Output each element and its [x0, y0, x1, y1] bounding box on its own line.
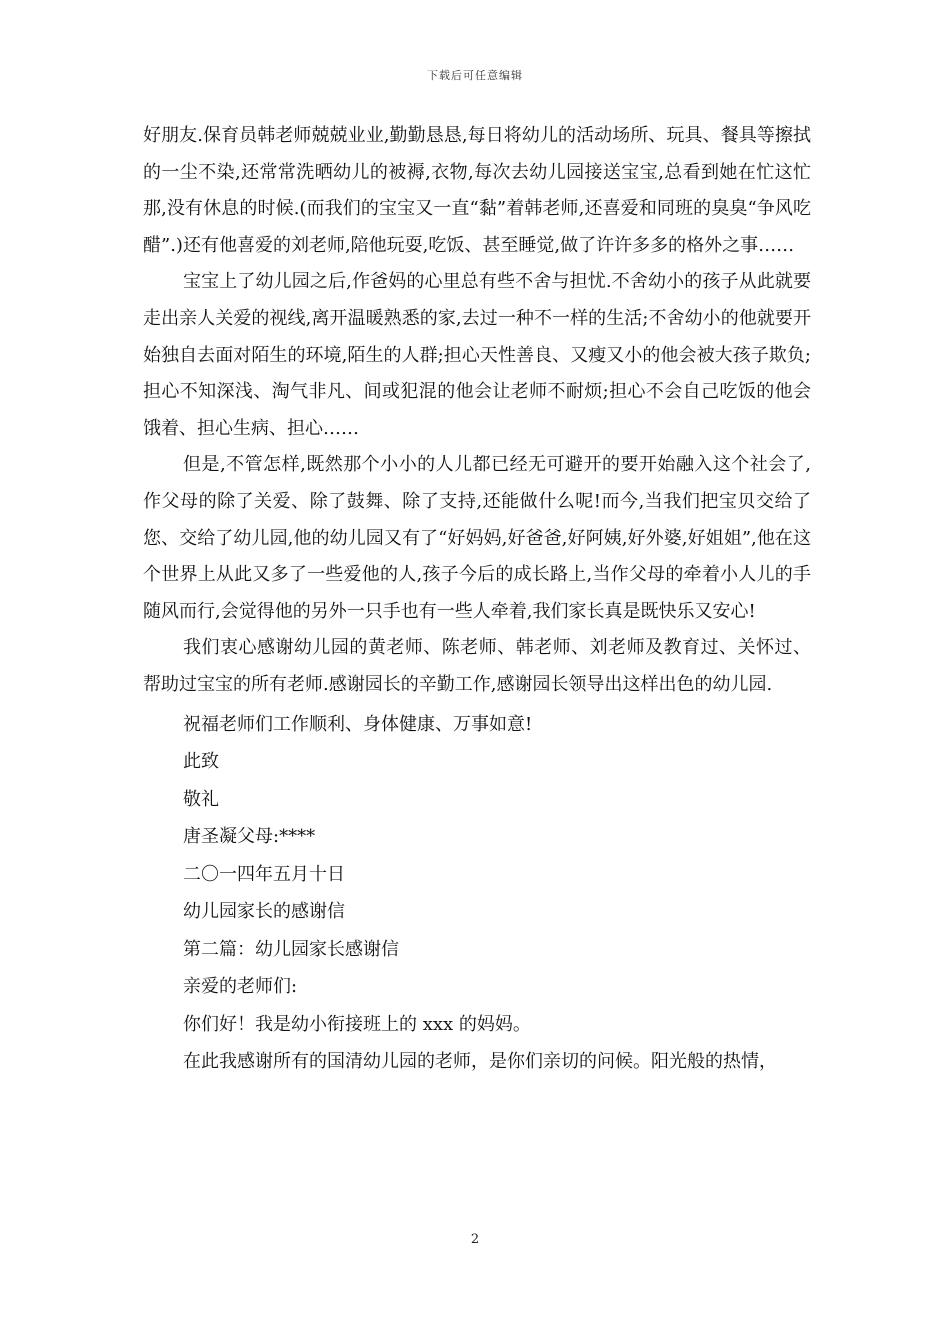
line-salutation: 亲爱的老师们: — [183, 976, 298, 997]
line-signature: 唐圣凝父母:**** — [183, 826, 316, 847]
paragraph-teachers: 好朋友.保育员韩老师兢兢业业,勤勤恳恳,每日将幼儿的活动场所、玩具、餐具等擦拭的一尘不染,还常常洗晒幼儿的被褥,衣物,每次去幼儿园接送宝宝,总看到她在忙这忙那,没有休息的时候.(而我们的宝宝又一直“黏”着韩老师,还喜爱和同班的臭臭“争风吃醋”.)还有他喜爱的刘老师,陪他玩耍,吃饭、甚至睡觉,做了许许多多的格外之事…… — [143, 125, 811, 256]
line-body-start: 在此我感谢所有的国清幼儿园的老师，是你们亲切的问候。阳光般的热情， — [183, 1051, 777, 1072]
header-note: 下载后可任意编辑 — [427, 69, 523, 82]
line-date: 二〇一四年五月十日 — [183, 863, 345, 885]
paragraph-gratitude: 但是,不管怎样,既然那个小小的人儿都已经无可避开的要开始融入这个社会了,作父母的除了关爱、除了鼓舞、除了支持,还能做什么呢!而今,当我们把宝贝交给了您、交给了幼儿园,他的幼儿园又有了“好妈妈,好爸爸,好阿姨,好外婆,好姐姐”,他在这个世界上从此又多了一些爱他的人,孩子今后的成长路上,当作父母的牵着小人儿的手随风而行,会觉得他的另外一只手也有一些人牵着,我们家长真是既快乐又安心! — [143, 454, 811, 622]
line-closing-2: 敬礼 — [183, 788, 219, 810]
line-title: 幼儿园家长的感谢信 — [183, 901, 345, 922]
line-greeting: 你们好！我是幼小衔接班上的 xxx 的妈妈。 — [183, 1013, 531, 1035]
line-section-heading: 第二篇：幼儿园家长感谢信 — [183, 938, 399, 960]
line-blessing: 祝福老师们工作顺利、身体健康、万事如意! — [183, 713, 533, 735]
page-number: 2 — [470, 1232, 480, 1247]
paragraph-thanks: 我们衷心感谢幼儿园的黄老师、陈老师、韩老师、刘老师及教育过、关怀过、帮助过宝宝的所有老师.感谢园长的辛勤工作,感谢园长领导出这样出色的幼儿园. — [143, 637, 811, 695]
paragraph-worries: 宝宝上了幼儿园之后,作爸妈的心里总有些不舍与担忧.不舍幼小的孩子从此就要走出亲人关爱的视线,离开温暖熟悉的家,去过一种不一样的生活;不舍幼小的他就要开始独自去面对陌生的环境,陌生的人群;担心天性善良、又瘦又小的他会被大孩子欺负;担心不知深浅、淘气非凡、间或犯混的他会让老师不耐烦;担心不会自己吃饭的他会饿着、担心生病、担心…… — [143, 271, 811, 439]
line-closing-1: 此致 — [183, 751, 219, 772]
document-body — [143, 118, 811, 1081]
